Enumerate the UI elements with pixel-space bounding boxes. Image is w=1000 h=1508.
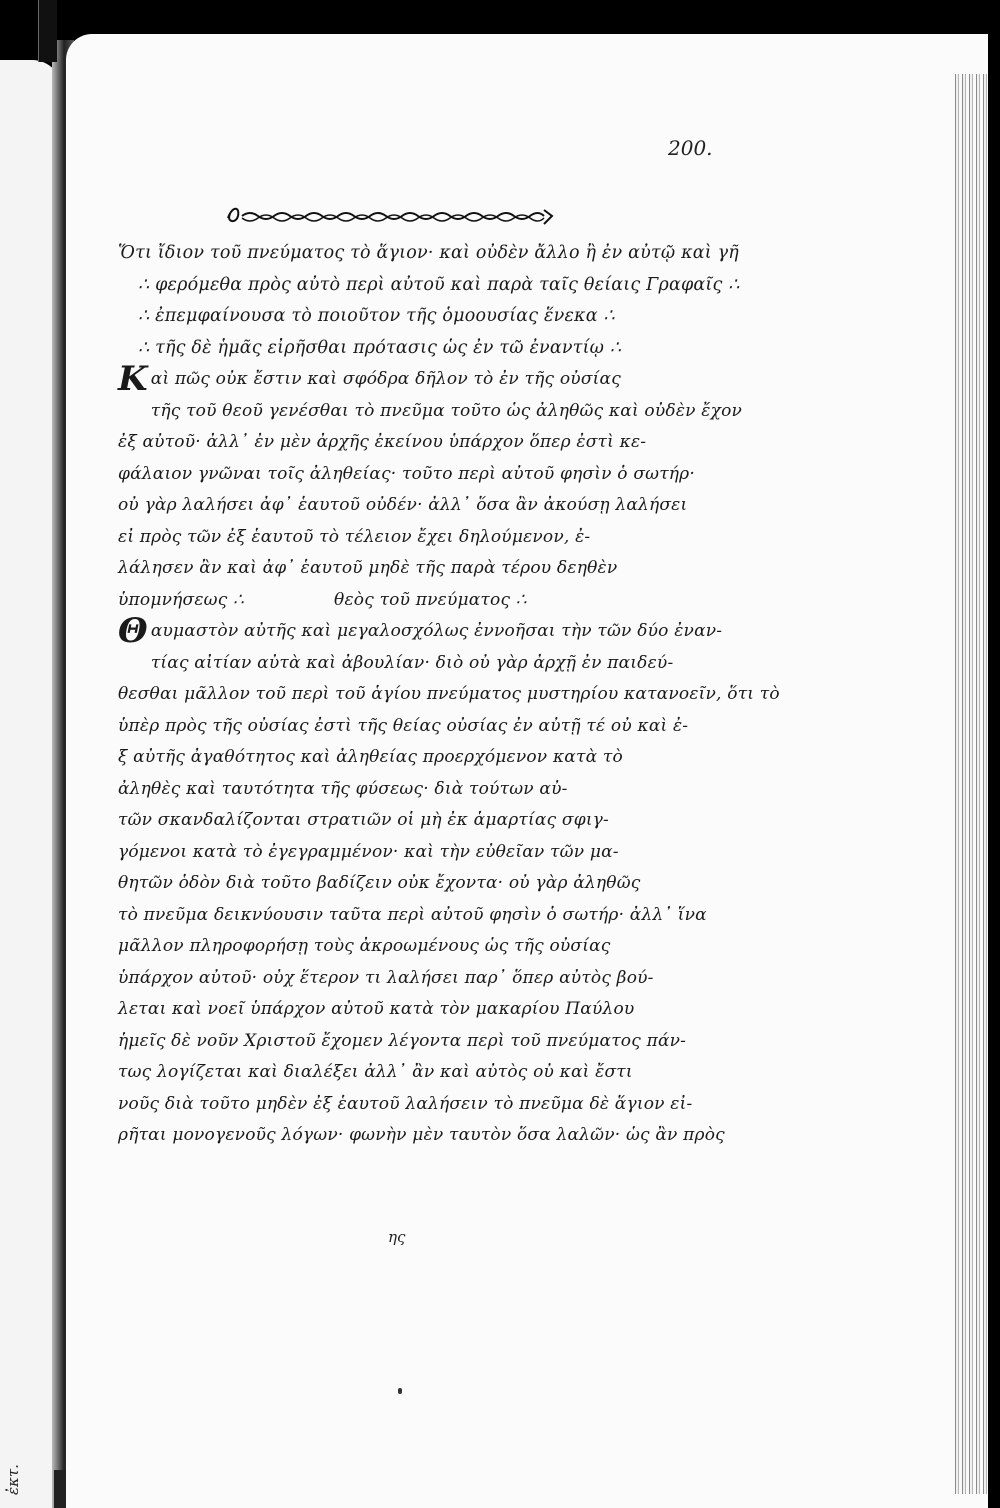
text-line: λεται καὶ νοεῖ ὑπάρχον αὐτοῦ κατὰ τὸν μακαρίου Παύλου [118, 999, 635, 1019]
text-line: τως λογίζεται καὶ διαλέξει ἀλλ᾽ ἂν καὶ αὐτὸς οὐ καὶ ἔστι [118, 1062, 633, 1082]
text-line: ἡμεῖς δὲ νοῦν Χριστοῦ ἔχομεν λέγοντα περὶ τοῦ πνεύματος πάν- [118, 1030, 687, 1051]
text-line: θεσθαι μᾶλλον τοῦ περὶ τοῦ ἁγίου πνεύματος μυστηρίου κατανοεῖν, ὅτι τὸ [118, 684, 780, 704]
text-line: οὐ γὰρ λαλήσει ἀφ᾽ ἑαυτοῦ οὐδέν· ἀλλ᾽ ὅσα ἂν ἀκούσῃ λαλήσει [118, 495, 688, 515]
manuscript-text [118, 238, 780, 1152]
text-line: τῶν σκανδαλίζονται στρατιῶν οἱ μὴ ἐκ ἁμαρτίας σφιγ- [118, 810, 609, 830]
ink-mark [398, 1388, 402, 1394]
text-line: αυμαστὸν αὐτῆς καὶ μεγαλοσχόλως ἐννοῆσαι τὴν τῶν δύο ἐναν- [150, 621, 723, 641]
text-line: θητῶν ὁδὸν διὰ τοῦτο βαδίζειν οὐκ ἔχοντα· οὐ γὰρ ἀληθῶς [118, 873, 641, 893]
text-line: μᾶλλον πληροφορήσῃ τοὺς ἀκροωμένους ὡς τῆς οὐσίας [118, 936, 611, 956]
text-line: ξ αὐτῆς ἀγαθότητος καὶ ἀληθείας προερχόμενον κατὰ τὸ [118, 747, 623, 767]
left-margin-note: ἐκτ. [4, 1464, 22, 1495]
text-line: τὸ πνεῦμα δεικνύουσιν ταῦτα περὶ αὐτοῦ φησὶν ὁ σωτήρ· ἀλλ᾽ ἵνα [118, 904, 707, 925]
text-line: ὑπὲρ πρὸς τῆς οὐσίας ἐστὶ τῆς θείας οὐσίας ἐν αὐτῇ τέ οὐ καὶ ἐ- [118, 715, 689, 736]
text-line: φάλαιον γνῶναι τοῖς ἀληθείας· τοῦτο περὶ αὐτοῦ φησὶν ὁ σωτήρ· [118, 463, 695, 484]
ornamental-headpiece-icon [222, 204, 562, 228]
text-line: τῆς τοῦ θεοῦ γενέσθαι τὸ πνεῦμα τοῦτο ὡς ἀληθῶς καὶ οὐδὲν ἔχον [150, 400, 743, 421]
text-paragraph-two [118, 611, 780, 1152]
decorated-initial: Κ [118, 359, 148, 399]
catchword: ης [388, 1228, 406, 1246]
text-line: γόμενοι κατὰ τὸ ἐγεγραμμένον· καὶ τὴν εὐθεῖαν τῶν μα- [118, 841, 619, 862]
text-line: ὑπομνήσεως ∴ [118, 589, 245, 610]
ribbon-top [38, 0, 57, 62]
text-line: νοῦς διὰ τοῦτο μηδὲν ἐξ ἑαυτοῦ λαλήσειν τὸ πνεῦμα δὲ ἅγιον εἰ- [118, 1093, 693, 1114]
decorated-initial: Θ [118, 611, 148, 651]
text-line: αὶ πῶς οὐκ ἔστιν καὶ σφόδρα δῆλον τὸ ἐν τῆς οὐσίας [150, 369, 621, 389]
text-line: ὑπάρχον αὐτοῦ· οὐχ ἕτερον τι λαλήσει παρ᾽ ὅπερ αὐτὸς βού- [118, 967, 654, 988]
heading-line: ∴ ἐπεμφαίνουσα τὸ ποιοῦτον τῆς ὁμοουσίας ἕνεκα ∴ [138, 306, 615, 326]
page-fore-edge [952, 74, 988, 1494]
text-paragraph-one [118, 359, 743, 616]
section-heading: θεὸς τοῦ πνεύματος ∴ [334, 589, 527, 610]
text-line: ἐξ αὐτοῦ· ἀλλ᾽ ἐν μὲν ἀρχῆς ἐκείνου ὑπάρχον ὅπερ ἐστὶ κε- [118, 432, 647, 452]
text-line: ρῆται μονογενοῦς λόγων· φωνὴν μὲν ταυτὸν ὅσα λαλῶν· ὡς ἂν πρὸς [118, 1125, 725, 1145]
heading-line: ∴ φερόμεθα πρὸς αὐτὸ περὶ αὐτοῦ καὶ παρὰ ταῖς θείαις Γραφαῖς ∴ [138, 274, 740, 295]
folio-number: 200. [668, 136, 713, 160]
text-line: λάλησεν ἂν καὶ ἀφ᾽ ἑαυτοῦ μηδὲ τῆς παρὰ τέρου δεηθὲν [118, 558, 618, 578]
text-line: ἀληθὲς καὶ ταυτότητα τῆς φύσεως· διὰ τούτων αὐ- [118, 778, 568, 799]
text-line: εἰ πρὸς τῶν ἐξ ἑαυτοῦ τὸ τέλειον ἔχει δηλούμενον, ἐ- [118, 526, 591, 547]
chapter-heading [118, 238, 740, 364]
heading-line: Ὅτι ἴδιον τοῦ πνεύματος τὸ ἅγιον· καὶ οὐδὲν ἄλλο ἢ ἐν αὐτῷ καὶ γῆ [118, 243, 739, 263]
text-line: τίας αἰτίαν αὐτὰ καὶ ἀβουλίαν· διὸ οὐ γὰρ ἀρχῇ ἐν παιδεύ- [150, 652, 674, 673]
heading-line: ∴ τῆς δὲ ἡμᾶς εἰρῆσθαι πρότασις ὡς ἐν τῶ ἐναντίῳ ∴ [138, 337, 622, 358]
